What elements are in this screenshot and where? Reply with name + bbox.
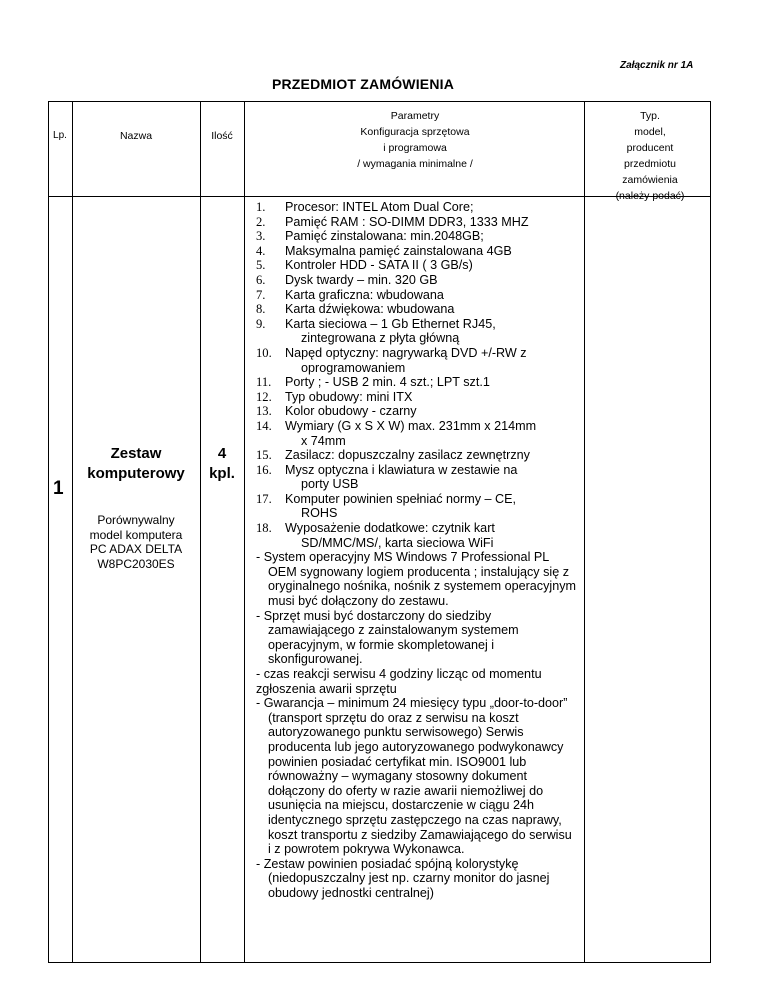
params-list xyxy=(256,200,578,550)
row-name-title-line: Zestaw xyxy=(110,445,162,462)
table-border-top xyxy=(48,101,711,102)
header-model-line: przedmiotu xyxy=(624,158,676,170)
header-params-line: / wymagania minimalne / xyxy=(357,158,473,170)
col-border-2 xyxy=(200,101,201,963)
param-item xyxy=(256,288,578,303)
param-num: 14. xyxy=(256,418,272,433)
param-num: 5. xyxy=(256,258,266,273)
row-name-sub-line: PC ADAX DELTA xyxy=(89,542,183,557)
param-item xyxy=(256,302,578,317)
param-num: 6. xyxy=(256,272,266,287)
requirement-delivery: - Sprzęt musi być dostarczony do siedziby zamawiającego z zainstalowanym systemem operacyjnym, w formie skompletowanej i skonfigurowanej. xyxy=(256,608,519,667)
param-num: 11. xyxy=(256,375,272,390)
param-text-cont: x 74mm xyxy=(301,433,346,448)
param-text: Wymiary (G x S X W) max. 231mm x 214mm xyxy=(285,418,537,433)
header-lp: Lp. xyxy=(53,130,67,141)
param-item xyxy=(256,521,578,550)
param-text: Procesor: INTEL Atom Dual Core; xyxy=(285,200,474,214)
header-name: Nazwa xyxy=(119,130,153,142)
param-text: Pamięć zinstalowana: min.2048GB; xyxy=(285,229,484,244)
param-num: 10. xyxy=(256,345,272,360)
header-model xyxy=(590,108,710,204)
param-num: 17. xyxy=(256,491,272,506)
param-text: Pamięć RAM : SO-DIMM DDR3, 1333 MHZ xyxy=(285,214,529,229)
attachment-label: Załącznik nr 1A xyxy=(620,60,694,71)
param-item xyxy=(256,375,578,390)
header-model-line: zamówienia xyxy=(622,174,678,186)
param-text-cont: porty USB xyxy=(301,477,359,492)
param-text-cont: zintegrowana z płyta główną xyxy=(301,331,460,346)
page-title xyxy=(0,76,768,92)
param-item xyxy=(256,492,578,521)
param-num: 4. xyxy=(256,243,266,258)
param-text: Kolor obudowy - czarny xyxy=(285,404,417,419)
row-name-sub-line: model komputera xyxy=(89,527,183,542)
param-text: Mysz optyczna i klawiatura w zestawie na xyxy=(285,462,518,477)
page-title-text: PRZEDMIOT ZAMÓWIENIA xyxy=(271,76,455,92)
col-border-5 xyxy=(710,101,711,963)
col-border-3 xyxy=(244,101,245,963)
row-lp: 1 xyxy=(53,478,64,499)
param-text-cont: ROHS xyxy=(301,506,338,521)
param-text: Karta sieciowa – 1 Gb Ethernet RJ45, xyxy=(285,316,496,331)
header-model-line: model, xyxy=(634,126,666,138)
requirement-warranty: - Gwarancja – minimum 24 miesięcy typu „door-to-door” (transport sprzętu do oraz z serwisu na koszt autoryzowanego punktu serwisowego) Serwis producenta lub jego autoryzowanego podwykonawcy powinien posiadać certyfikat min. ISO9001 lub równoważny – wymagany stosowny dokument dołączony do oferty w razie awarii niemożliwej do usunięcia na miejscu, dostarczenie w ciągu 24h identycznego sprzętu zastępczego na czas naprawy, koszt transportu z siedziby Zamawiającego do serwisu i z powrotem pokrywa Wykonawca. xyxy=(256,696,572,857)
header-params-line: i programowa xyxy=(383,142,447,154)
param-text: Typ obudowy: mini ITX xyxy=(285,389,413,404)
row-params xyxy=(256,200,578,901)
table-border-bottom xyxy=(48,962,711,963)
row-name-sub xyxy=(72,513,200,571)
param-num: 12. xyxy=(256,389,272,404)
param-text: Dysk twardy – min. 320 GB xyxy=(285,272,438,287)
row-name-sub-line: W8PC2030ES xyxy=(97,556,175,571)
param-item xyxy=(256,390,578,405)
param-num: 2. xyxy=(256,214,266,229)
param-text: Komputer powinien spełniać normy – CE, xyxy=(285,491,516,506)
param-num: 13. xyxy=(256,404,272,419)
param-item xyxy=(256,317,578,346)
param-item xyxy=(256,229,578,244)
param-text: Zasilacz: dopuszczalny zasilacz zewnętrzny xyxy=(285,448,530,463)
param-num: 18. xyxy=(256,521,272,536)
header-qty: Ilość xyxy=(211,130,233,142)
param-text: Wyposażenie dodatkowe: czytnik kart xyxy=(285,521,495,536)
param-num: 15. xyxy=(256,448,272,463)
param-num: 8. xyxy=(256,302,266,317)
param-text: Karta graficzna: wbudowana xyxy=(285,287,444,302)
param-item xyxy=(256,273,578,288)
row-name-title xyxy=(72,444,200,484)
param-text: Kontroler HDD - SATA II ( 3 GB/s) xyxy=(285,258,473,273)
param-text: Karta dźwiękowa: wbudowana xyxy=(285,302,455,317)
header-params-line: Konfiguracja sprzętowa xyxy=(360,126,470,138)
col-border-4 xyxy=(584,101,585,963)
param-text: Porty ; - USB 2 min. 4 szt.; LPT szt.1 xyxy=(285,375,490,390)
header-model-line: producent xyxy=(626,142,674,154)
param-num: 7. xyxy=(256,287,266,302)
param-num: 3. xyxy=(256,229,266,244)
header-params-line: Parametry xyxy=(390,110,440,122)
param-item xyxy=(256,463,578,492)
param-item xyxy=(256,258,578,273)
header-model-line: Typ. xyxy=(640,110,660,122)
requirement-service-time: - czas reakcji serwisu 4 godziny licząc od momentu zgłoszenia awarii sprzętu xyxy=(256,667,542,696)
param-num: 1. xyxy=(256,200,266,214)
param-num: 9. xyxy=(256,316,266,331)
row-name-title-line: komputerowy xyxy=(87,465,185,482)
param-item xyxy=(256,404,578,419)
param-item xyxy=(256,215,578,230)
requirement-color: - Zestaw powinien posiadać spójną kolorystykę (niedopuszczalny jest np. czarny monitor do jasnej obudowy jednostki centralnej) xyxy=(256,856,550,900)
param-text: Maksymalna pamięć zainstalowana 4GB xyxy=(285,243,512,258)
param-item xyxy=(256,448,578,463)
param-text-cont: SD/MMC/MS/, karta sieciowa WiFi xyxy=(301,535,494,550)
param-text: Napęd optyczny: nagrywarką DVD +/-RW z xyxy=(285,345,527,360)
row-qty xyxy=(200,444,244,484)
requirement-os: - System operacyjny MS Windows 7 Professional PL OEM sygnowany logiem producenta ; instalujący się z oryginalnego nośnika, nośnik z systemem operacyjnym musi być dołączony do zestawu. xyxy=(256,550,576,609)
header-params xyxy=(250,108,580,172)
row-qty-unit: kpl. xyxy=(209,465,235,482)
param-item xyxy=(256,346,578,375)
row-name-sub-line: Porównywalny xyxy=(97,513,175,527)
param-text-cont: oprogramowaniem xyxy=(301,360,406,375)
row-qty-value: 4 xyxy=(217,445,227,462)
param-num: 16. xyxy=(256,462,272,477)
param-item xyxy=(256,244,578,259)
param-item xyxy=(256,419,578,448)
param-item xyxy=(256,200,578,215)
col-border-0 xyxy=(48,101,49,963)
header-model-line: (należy podać) xyxy=(615,190,685,202)
